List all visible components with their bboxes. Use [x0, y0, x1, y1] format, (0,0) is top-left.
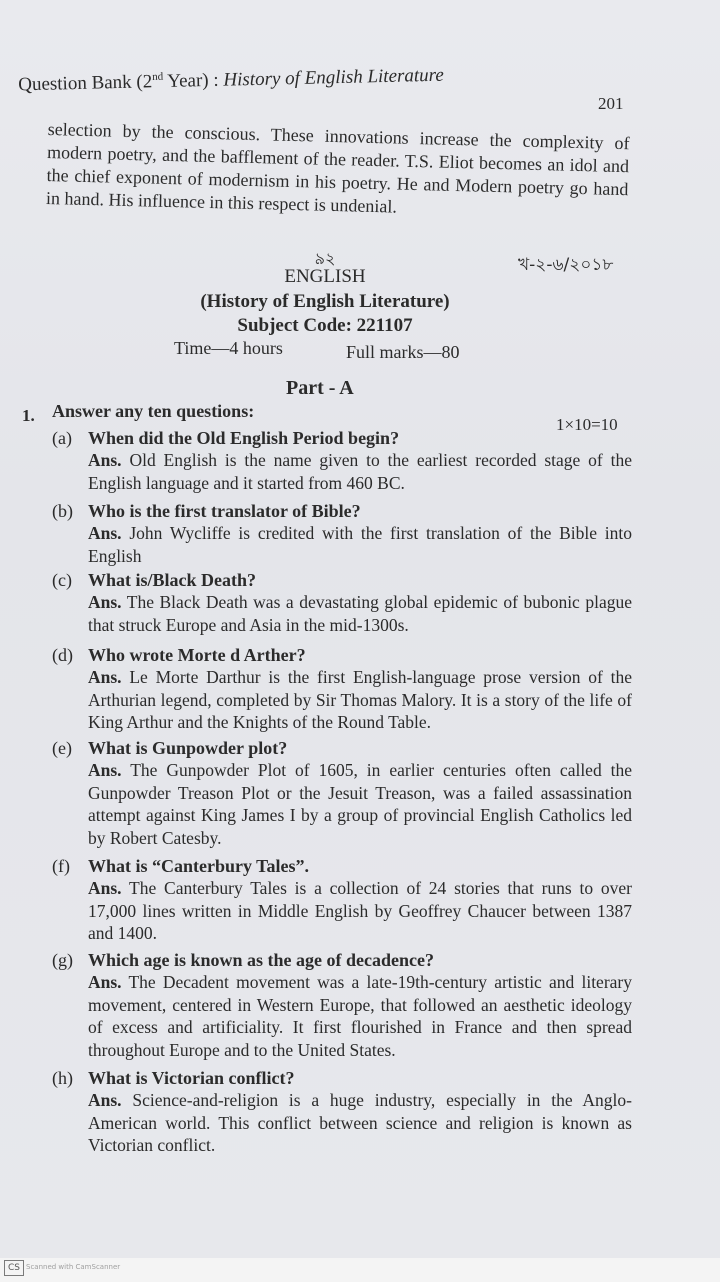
exam-ref-number: ৯২: [314, 249, 336, 268]
ans-label: Ans.: [88, 592, 122, 612]
subject-code: Subject Code: 221107: [237, 315, 413, 336]
exam-code-bengali: খ-২-৬/২০১৮: [518, 255, 614, 275]
running-header: [18, 60, 618, 96]
header-sup: nd: [152, 70, 164, 83]
intro-paragraph: [46, 118, 630, 224]
qa-letter: (c): [52, 570, 72, 590]
ans-text: Le Morte Darthur is the first English-language prose version of the Arthurian legend, completed by Sir Thomas Malory. It is a story of the life of King Arthur and the Knights of the Round Table.: [88, 667, 633, 732]
qa-item: [52, 856, 632, 945]
ans-label: Ans.: [88, 1090, 122, 1110]
ans-text: The Gunpowder Plot of 1605, in earlier centuries often called the Gunpowder Treason Plot or the Jesuit Treason, was a failed assassination attempt against King James I by a group of provincial English Catholics led by Robert Catesby.: [88, 760, 633, 848]
qa-item: [52, 738, 632, 849]
header-prefix: Question Bank (2: [18, 71, 153, 96]
exam-subtitle: (History of English Literature): [200, 291, 450, 312]
header-year: Year) :: [163, 69, 224, 93]
qa-letter: (a): [52, 428, 72, 448]
qa-question: Who is the first translator of Bible?: [88, 501, 361, 521]
qa-item: [52, 501, 632, 567]
exam-subject: ENGLISH: [284, 266, 366, 287]
question-instruction: Answer any ten questions:: [52, 401, 255, 421]
intro-text: selection by the conscious. These innovations increase the complexity of modern poetry, and the bafflement of the reader. T.S. Eliot becomes an idol and the chief exponent of modernism in his poetry. He and Modern poetry go hand in hand. His influence in this respect is undenial.: [45, 118, 630, 217]
page-number: 201: [598, 94, 624, 113]
ans-text: The Decadent movement was a late-19th-century artistic and literary movement, centered in Western Europe, that followed an aesthetic ideology of excess and artificiality. It first flourished in France and then spread throughout Europe and to the United States.: [88, 972, 632, 1060]
ans-label: Ans.: [88, 523, 122, 543]
qa-question: What is “Canterbury Tales”.: [88, 856, 310, 876]
qa-item: [52, 645, 632, 734]
ans-label: Ans.: [88, 450, 122, 470]
qa-letter: (e): [52, 738, 72, 758]
qa-letter: (d): [52, 645, 73, 665]
qa-answer: [88, 449, 632, 494]
scanner-watermark: Scanned with CamScanner: [26, 1263, 121, 1271]
qa-question: What is/Black Death?: [88, 570, 257, 590]
ans-text: Science-and-religion is a huge industry, especially in the Anglo-American world. This conflict between science and religion is known as Victorian conflict.: [88, 1090, 632, 1155]
qa-answer: [88, 759, 632, 849]
ans-label: Ans.: [88, 878, 122, 898]
qa-item: [52, 1068, 632, 1157]
qa-question: What is Victorian conflict?: [88, 1068, 295, 1088]
part-heading: Part - A: [286, 377, 354, 399]
qa-letter: (g): [52, 950, 73, 970]
ans-text: Old English is the name given to the earliest recorded stage of the English language and it started from 460 BC.: [88, 450, 632, 493]
qa-question: What is Gunpowder plot?: [88, 738, 288, 758]
exam-time: Time—4 hours: [174, 338, 283, 358]
qa-question: Who wrote Morte d Arther?: [88, 645, 306, 665]
qa-item: [52, 428, 632, 494]
ans-text: John Wycliffe is credited with the first translation of the Bible into English: [88, 523, 633, 566]
qa-answer: [88, 666, 632, 734]
qa-answer: [88, 971, 632, 1061]
scanner-footer: [0, 1258, 720, 1282]
qa-question: When did the Old English Period begin?: [88, 428, 400, 448]
ans-label: Ans.: [88, 760, 122, 780]
qa-letter: (b): [52, 501, 73, 521]
question-number: 1.: [22, 406, 35, 425]
qa-question: Which age is known as the age of decadence?: [88, 950, 434, 970]
qa-answer: [88, 591, 632, 636]
header-subject: History of English Literature: [223, 64, 445, 91]
qa-item: [52, 570, 632, 636]
ans-label: Ans.: [88, 667, 122, 687]
qa-letter: (h): [52, 1068, 73, 1088]
exam-full-marks: Full marks—80: [346, 342, 460, 362]
camscanner-logo-icon: CS: [4, 1260, 24, 1276]
qa-letter: (f): [52, 856, 70, 876]
question-score: 1×10=10: [556, 415, 618, 434]
ans-text: The Black Death was a devastating global epidemic of bubonic plague that struck Europe and Asia in the mid-1300s.: [88, 592, 632, 635]
ans-label: Ans.: [88, 972, 122, 992]
ans-text: The Canterbury Tales is a collection of 24 stories that runs to over 17,000 lines written in Middle English by Geoffrey Chaucer between 1387 and 1400.: [88, 878, 632, 943]
qa-answer: [88, 522, 632, 567]
qa-item: [52, 950, 632, 1061]
qa-answer: [88, 877, 632, 945]
qa-answer: [88, 1089, 632, 1157]
